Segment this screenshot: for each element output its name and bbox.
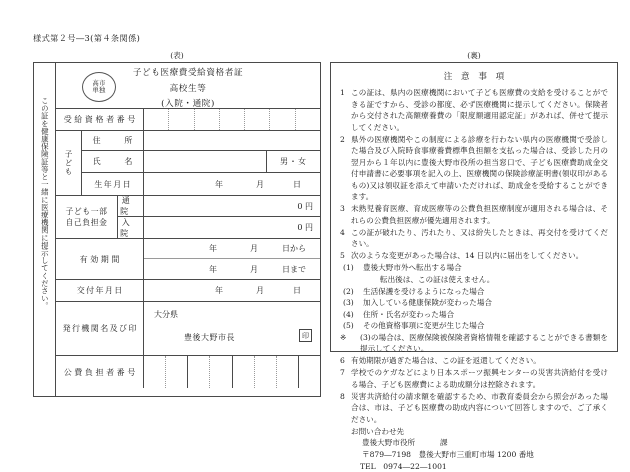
address-field[interactable] <box>144 131 320 150</box>
valid-from-year-marker: 年 <box>192 243 234 254</box>
contact-address: 〒879―7198 豊後大野市三重町市場 1200 番地 <box>351 449 608 461</box>
note-item <box>340 203 608 226</box>
certificate-title: 子ども医療費受給資格者証 <box>56 66 320 78</box>
outpatient-amount-field[interactable] <box>144 196 320 216</box>
note-text: 学校でのケガなどにより日本スポーツ振興センターの災害共済給付を受ける場合、子ども医療費による助成額分は控除されます。 <box>351 367 608 390</box>
note-number: 5 <box>340 250 351 262</box>
contact-office-line <box>351 437 608 449</box>
copay-group-label <box>56 196 118 238</box>
row-public-expense-number <box>56 356 320 388</box>
validity-from-field[interactable] <box>144 239 320 258</box>
issue-date-label: 交付年月日 <box>56 280 144 301</box>
note-number: 8 <box>340 391 351 426</box>
sub-note-number: (2) <box>343 286 363 298</box>
row-child-address <box>82 131 320 151</box>
issuer-field <box>144 302 320 355</box>
validity-to-field[interactable] <box>144 259 320 279</box>
sub-note-number: (4) <box>343 309 363 321</box>
number-cell[interactable] <box>245 109 270 130</box>
note-text: 未熟児養育医療、育成医療等の公費負担医療制度が適用される場合は、それらの公費負担医療が優先適用されます。 <box>351 203 608 226</box>
valid-to-year-marker: 年 <box>192 264 234 275</box>
address-label: 住 所 <box>82 131 144 150</box>
row-issue-date <box>56 280 320 302</box>
note-text: 有効期限が過ぎた場合は、この証を返還してください。 <box>351 355 608 367</box>
number-cell[interactable] <box>233 356 255 388</box>
back-side-caption: (裏) <box>330 50 618 61</box>
number-cell[interactable] <box>195 109 220 130</box>
number-cell[interactable] <box>296 109 320 130</box>
name-field[interactable] <box>144 151 266 172</box>
outpatient-label: 通 院 <box>118 196 144 216</box>
child-group-label <box>56 131 82 195</box>
birth-year-marker: 年 <box>198 179 240 190</box>
sub-note-continuation: 転出後は、この証は使えません。 <box>340 274 608 286</box>
sub-note-text: 住所・氏名が変わった場合 <box>363 309 608 321</box>
validity-period-label: 有効期間 <box>56 239 144 279</box>
contact-telephone: TEL 0974―22―1001 <box>351 461 608 472</box>
sub-note-item <box>340 309 608 321</box>
row-copay-inpatient <box>118 217 320 238</box>
side-notice-text: この証を健康保険証等と一緒に医療機関に提示してください。 <box>41 97 49 310</box>
note-item <box>340 134 608 203</box>
row-copay-outpatient <box>118 196 320 217</box>
public-expense-segments <box>144 356 320 388</box>
notes-title: 注 意 事 項 <box>340 70 608 82</box>
sub-note-text: 加入している健康保険が変わった場合 <box>363 297 608 309</box>
number-cell[interactable] <box>299 356 320 388</box>
number-cell[interactable] <box>188 356 210 388</box>
row-child-name <box>82 151 320 173</box>
certificate-scope: (入院・通院) <box>56 97 320 109</box>
birthdate-field[interactable] <box>144 173 320 195</box>
note-item <box>340 367 608 390</box>
recipient-number-label: 受給資格者番号 <box>56 109 144 130</box>
contact-block <box>340 426 608 472</box>
asterisk-note-text: (3)の場合は、医療保険被保険者資格情報を確認することができる書類を提示してください。 <box>360 332 608 355</box>
sub-note-item <box>340 320 608 332</box>
note-item <box>340 391 608 426</box>
number-cell[interactable] <box>166 356 188 388</box>
name-label: 氏 名 <box>82 151 144 172</box>
sub-note-item <box>340 286 608 298</box>
number-cell[interactable] <box>277 356 299 388</box>
note-item <box>340 250 608 262</box>
inpatient-amount-value: 0 円 <box>144 222 320 233</box>
asterisk-note-item <box>340 332 608 355</box>
official-seal-box: 印 <box>299 329 312 342</box>
issue-month-marker: 月 <box>240 285 280 296</box>
issue-day-marker: 日 <box>280 285 314 296</box>
valid-from-day-marker: 日から <box>274 243 314 254</box>
number-cell[interactable] <box>255 356 277 388</box>
certificate-subtitle: 高校生等 <box>56 82 320 94</box>
note-item <box>340 227 608 250</box>
note-item <box>340 355 608 367</box>
public-expense-field[interactable] <box>144 356 320 388</box>
sub-note-text: その他資格事項に変更が生じた場合 <box>363 320 608 332</box>
child-group-label-text: 子ども <box>63 150 74 176</box>
note-number: 4 <box>340 227 351 250</box>
contact-office: 豊後大野市役所 <box>362 437 440 449</box>
note-number: 6 <box>340 355 351 367</box>
note-text: 災害共済給付の請求額を確認するため、市教育委員会から照会があった場合は、市は、子ども医療費の助成内容について回答しますので、ご了承ください。 <box>351 391 608 426</box>
valid-to-month-marker: 月 <box>234 264 274 275</box>
row-child-birthdate <box>82 173 320 195</box>
child-info-group <box>56 131 320 196</box>
note-number: 1 <box>340 87 351 133</box>
birthdate-label: 生年月日 <box>82 173 144 195</box>
note-item <box>340 87 608 133</box>
copay-label-line1: 子ども一部 <box>66 206 108 217</box>
front-side-caption: (表) <box>33 50 321 61</box>
issuer-mayor: 豊後大野市長 <box>184 332 235 343</box>
note-number: 7 <box>340 367 351 390</box>
certificate-body <box>56 63 320 396</box>
contact-heading: お問い合わせ先 <box>351 426 608 438</box>
notes-back-panel <box>330 62 618 352</box>
copay-group <box>56 196 320 239</box>
note-text: 次のような変更があった場合は、14 日以内に届出をしてください。 <box>351 250 608 262</box>
note-number: 2 <box>340 134 351 203</box>
row-validity-to <box>144 259 320 279</box>
note-text: この証が破れたり、汚れたり、又は紛失したときは、再交付を受けてください。 <box>351 227 608 250</box>
recipient-number-field[interactable] <box>144 109 320 130</box>
outpatient-amount-value: 0 円 <box>144 201 320 212</box>
number-cell[interactable] <box>169 109 194 130</box>
row-recipient-number <box>56 109 320 131</box>
note-text: 県外の医療機関やこの制度による診療を行わない県内の医療機関で受診した場合及び入院時食事療養費標準負担額を支払った場合は、受診した月の翌月から１年以内に豊後大野市役所の担当窓口で、子ども医療費助成金交付申請書に必要事項を記入の上、医療機関の保険診療証明書(領収印があるもの)又は領収証を添えて申請いただければ、助成金を受給することができます。 <box>351 134 608 203</box>
birth-month-marker: 月 <box>240 179 280 190</box>
birth-day-marker: 日 <box>280 179 314 190</box>
sub-note-text: 豊後大野市外へ転出する場合 <box>363 262 608 274</box>
certificate-front-panel <box>33 62 321 397</box>
validity-period-group <box>56 239 320 280</box>
sub-note-number: (3) <box>343 297 363 309</box>
recipient-number-segments <box>144 109 320 130</box>
issuer-label: 発行機関名及び印 <box>56 302 144 355</box>
sub-note-item <box>340 297 608 309</box>
note-number: 3 <box>340 203 351 226</box>
inpatient-label: 入 院 <box>118 217 144 238</box>
copay-label-line2: 自己負担金 <box>66 217 108 228</box>
row-issuer <box>56 302 320 356</box>
category-stamp-line2: 単独 <box>92 87 105 94</box>
issue-year-marker: 年 <box>198 285 240 296</box>
sub-note-text: 生活保護を受けるようになった場合 <box>363 286 608 298</box>
number-cell[interactable] <box>270 109 295 130</box>
contact-department: 課 <box>440 437 448 449</box>
category-stamp-line1: 高市 <box>92 80 105 87</box>
sub-note-item <box>340 262 608 274</box>
valid-from-month-marker: 月 <box>234 243 274 254</box>
inpatient-amount-field[interactable] <box>144 217 320 238</box>
sub-note-number: (5) <box>343 320 363 332</box>
number-cell[interactable] <box>220 109 245 130</box>
note-text: この証は、県内の医療機関において子ども医療費の支給を受けることができる証ですから、受診の都度、必ず医療機関に提示してください。保険者から交付された高額療養費の「限度額適用認定証」があれば、併せて提示してください。 <box>351 87 608 133</box>
row-validity-from <box>144 239 320 259</box>
sub-note-number: (1) <box>343 262 363 274</box>
asterisk-mark: ※ <box>340 332 360 355</box>
certificate-header <box>56 63 320 109</box>
number-cell[interactable] <box>210 356 232 388</box>
valid-to-day-marker: 日まで <box>274 264 314 275</box>
number-cell[interactable] <box>144 109 169 130</box>
issue-date-field[interactable] <box>144 280 320 301</box>
issuer-prefecture: 大分県 <box>154 309 178 320</box>
form-code: 様式第２号―3(第４条関係) <box>33 33 140 44</box>
side-notice-strip <box>34 63 56 396</box>
sex-field[interactable]: 男・女 <box>266 151 320 172</box>
number-cell[interactable] <box>144 356 166 388</box>
public-expense-label: 公費負担者番号 <box>56 356 144 388</box>
